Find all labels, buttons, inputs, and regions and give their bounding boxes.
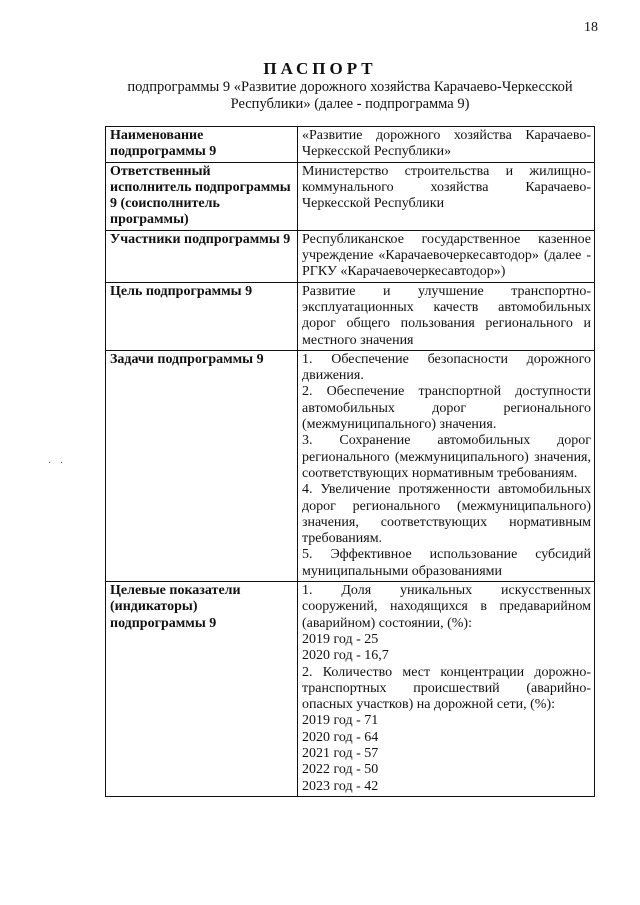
table-row [106, 282, 595, 350]
row-label: Задачи подпрограммы 9 [106, 350, 298, 581]
table-row [106, 162, 595, 230]
value-line: 2023 год - 42 [302, 778, 379, 794]
table-row [106, 582, 595, 797]
row-label: Целевые показатели (индикаторы) подпрограммы 9 [106, 582, 298, 797]
value-line: 2020 год - 16,7 [302, 648, 389, 664]
value-line: 2. Количество мест концентрации дорожно-транспортных происшествий (аварийно-опасных участков) на дорожной сети, (%): [302, 664, 591, 713]
document-subtitle [100, 79, 600, 113]
value-line: 2019 год - 25 [302, 631, 379, 647]
table-row [106, 350, 595, 581]
page-number: 18 [584, 20, 598, 35]
value-line: Министерство строительства и жилищно-коммунального хозяйства Карачаево-Черкесской Республики [302, 163, 591, 212]
value-line: 2020 год - 64 [302, 729, 379, 745]
document-title: ПАСПОРТ [263, 59, 377, 78]
value-line: 2021 год - 57 [302, 745, 379, 761]
value-line: 1. Обеспечение безопасности дорожного движения. [302, 351, 591, 384]
row-value [298, 230, 595, 282]
subtitle-line: подпрограммы 9 «Развитие дорожного хозяйства Карачаево-Черкесской [127, 79, 573, 95]
row-label: Ответственный исполнитель подпрограммы 9 (соисполнитель программы) [106, 162, 298, 230]
row-value [298, 162, 595, 230]
row-value [298, 282, 595, 350]
passport-table-body [106, 127, 595, 797]
row-label: Наименование подпрограммы 9 [106, 127, 298, 163]
value-line: 5. Эффективное использование субсидий муниципальными образованиями [302, 547, 591, 579]
row-label: Участники подпрограммы 9 [106, 230, 298, 282]
value-line: 3. Сохранение автомобильных дорог регионального (межмуниципального) значения, соответствующих нормативным требованиям. [302, 433, 591, 481]
value-line: Развитие и улучшение транспортно-эксплуатационных качеств автомобильных дорог общего пользования регионального и местного значения [302, 283, 591, 348]
row-label: Цель подпрограммы 9 [106, 282, 298, 350]
table-row [106, 127, 595, 163]
row-value [298, 582, 595, 797]
table-row [106, 230, 595, 282]
value-line: Республиканское государственное казенное учреждение «Карачаевочеркесавтодор» (далее - РГКУ «Карачаевочеркесавтодор») [302, 231, 591, 280]
value-line: «Развитие дорожного хозяйства Карачаево-Черкесской Республики» [302, 128, 591, 160]
row-value [298, 350, 595, 581]
value-line: 4. Увеличение протяженности автомобильных дорог регионального (межмуниципального) значения, соответствующих нормативным требованиям. [302, 482, 591, 547]
value-line: 2022 год - 50 [302, 762, 379, 778]
passport-table [105, 126, 595, 797]
subtitle-line: Республики» (далее - подпрограмма 9) [230, 96, 470, 112]
value-line: 2019 год - 71 [302, 713, 379, 729]
value-line: 2. Обеспечение транспортной доступности автомобильных дорог регионального (межмуниципального) значения. [302, 384, 591, 433]
scan-artifact: · · [48, 458, 67, 469]
value-line: 1. Доля уникальных искусственных сооружений, находящихся в предаварийном (аварийном) состоянии, (%): [302, 583, 591, 631]
row-value [298, 127, 595, 163]
